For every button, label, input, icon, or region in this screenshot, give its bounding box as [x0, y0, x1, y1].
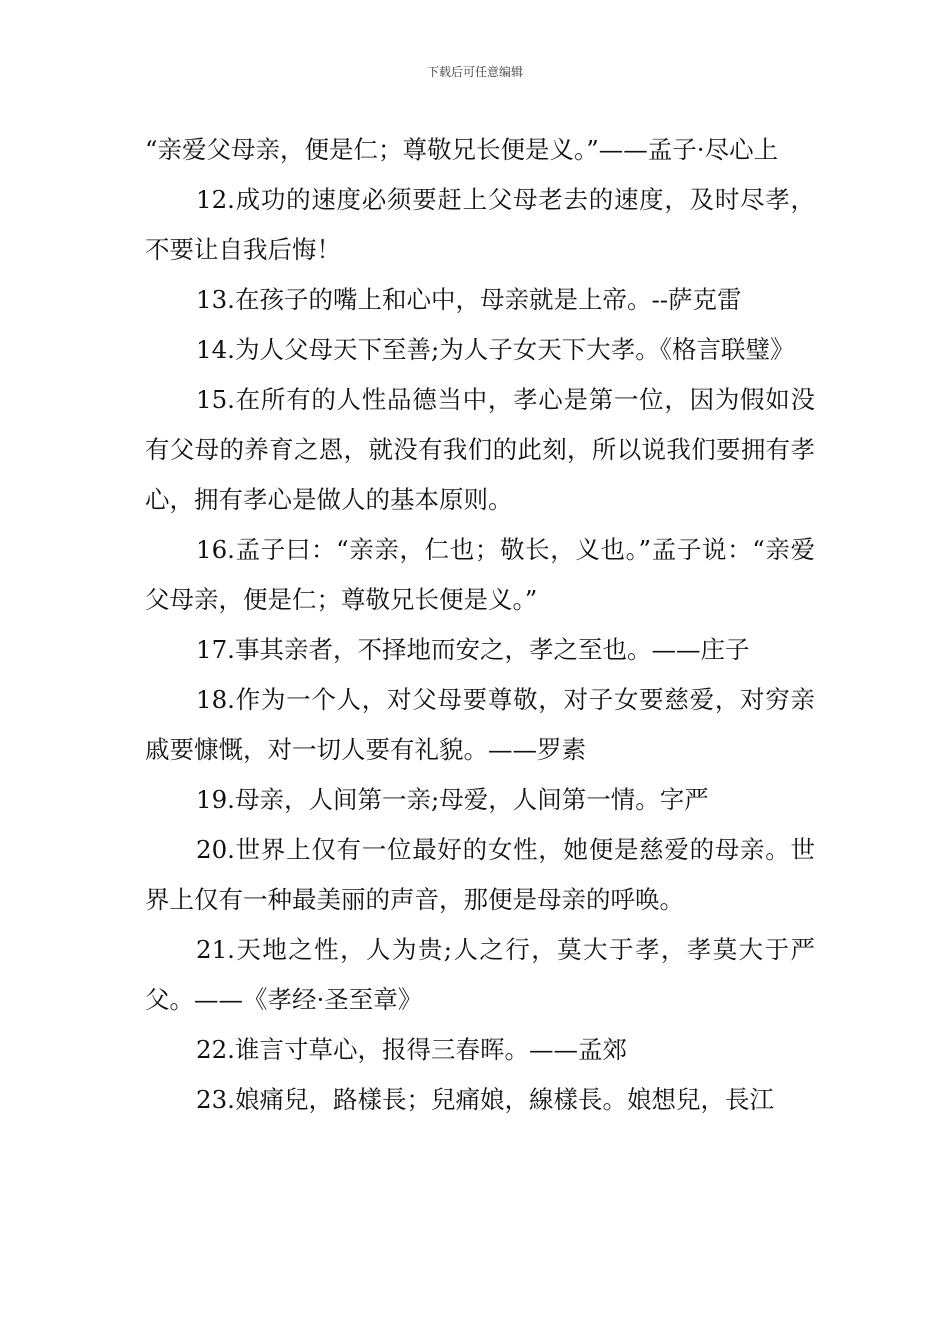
- paragraph-2: 12.成功的速度必须要赶上父母老去的速度，及时尽孝，不要让自我后悔！: [145, 185, 815, 264]
- paragraph-3: 13.在孩子的嘴上和心中，母亲就是上帝。--萨克雷: [196, 285, 742, 314]
- document-body: [145, 125, 815, 1125]
- paragraph-6: 16.孟子曰：“亲亲，仁也；敬长，义也。”孟子说：“亲爱父母亲，便是仁；尊敬兄长便是义。”: [145, 535, 815, 614]
- paragraph-9: 19.母亲，人间第一亲;母爱，人间第一情。字严: [196, 785, 709, 814]
- paragraph-8: 18.作为一个人，对父母要尊敬，对子女要慈爱，对穷亲戚要慷慨，对一切人要有礼貌。——罗素: [145, 685, 815, 764]
- paragraph-11: 21.天地之性，人为贵;人之行，莫大于孝，孝莫大于严父。——《孝经·圣至章》: [145, 935, 815, 1014]
- paragraph-12: 22.谁言寸草心，报得三春晖。——孟郊: [196, 1035, 627, 1064]
- paragraph-13: 23.娘痛兒，路樣長；兒痛娘，線樣長。娘想兒，長江: [196, 1085, 774, 1114]
- paragraph-7: 17.事其亲者，不择地而安之，孝之至也。——庄子: [196, 635, 750, 664]
- page-header: 下载后可任意编辑: [426, 65, 523, 79]
- paragraph-1: “亲爱父母亲，便是仁；尊敬兄长便是义。”——孟子·尽心上: [145, 135, 779, 164]
- paragraph-10: 20.世界上仅有一位最好的女性，她便是慈爱的母亲。世界上仅有一种最美丽的声音，那便是母亲的呼唤。: [145, 835, 815, 914]
- paragraph-4: 14.为人父母天下至善;为人子女天下大孝。《格言联璧》: [196, 335, 795, 364]
- paragraph-5: 15.在所有的人性品德当中，孝心是第一位，因为假如没有父母的养育之恩，就没有我们的此刻，所以说我们要拥有孝心，拥有孝心是做人的基本原则。: [145, 385, 815, 514]
